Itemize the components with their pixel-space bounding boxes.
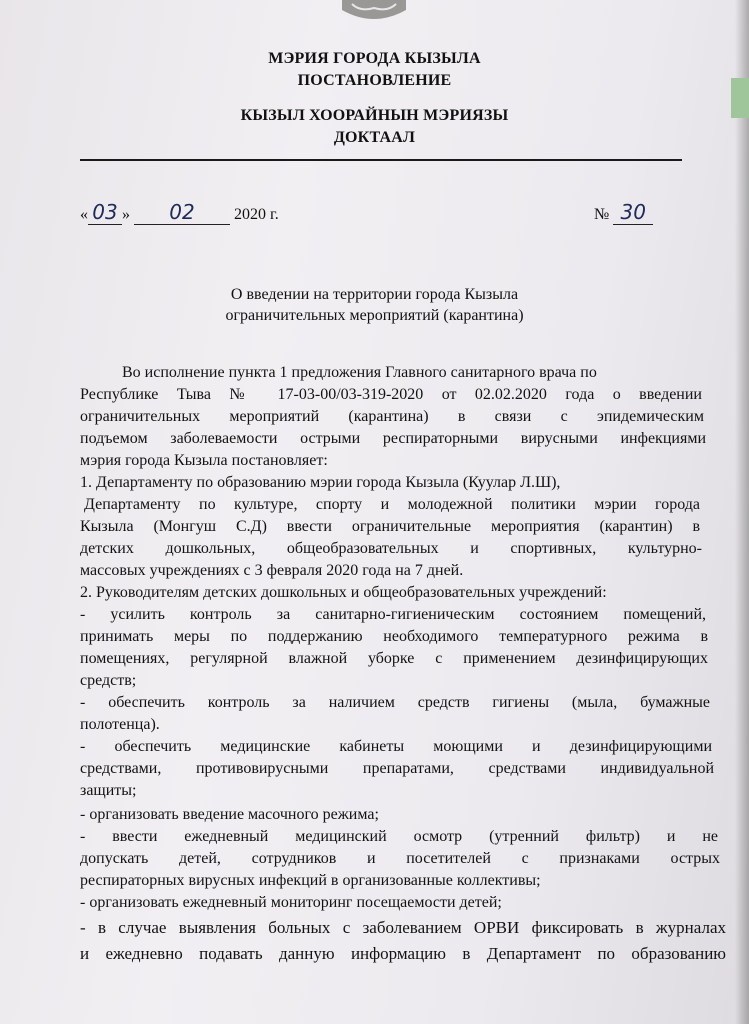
body-line: - обеспечить контроль за наличием средств гигиены (мыла, бумажные (80, 694, 710, 711)
org-name-ru: МЭРИЯ ГОРОДА КЫЗЫЛА (268, 50, 481, 67)
body-line: 2. Руководителям детских дошкольных и общеобразовательных учреждений: (80, 584, 607, 601)
body-line: Департаменту по культуре, спорту и молодежной политики мэрии города (84, 496, 700, 513)
body-line: Республике Тыва № 17-03-00/03-319-2020 от 02.02.2020 года о введении (80, 386, 702, 403)
body-line: мэрия города Кызыла постановляет: (80, 452, 328, 469)
number-label: № (594, 206, 610, 223)
body-line: - ввести ежедневный медицинский осмотр (утренний фильтр) и не (80, 828, 718, 845)
org-name-tyv: КЫЗЫЛ ХООРАЙНЫН МЭРИЯЗЫ (240, 107, 509, 124)
body-line: - усилить контроль за санитарно-гигиеническим состоянием помещений, (80, 606, 706, 623)
body-line: средств; (80, 672, 137, 689)
doc-title-line-2: ограничительных мероприятий (карантина) (225, 307, 524, 324)
body-line: - организовать ежедневный мониторинг посещаемости детей; (80, 894, 502, 911)
page-edge-shadow (735, 0, 749, 1024)
date-day: 03 (88, 200, 122, 225)
date-open-quote: « (80, 206, 88, 223)
date-month: 02 (134, 200, 230, 225)
body-line: массовых учреждениях с 3 февраля 2020 года на 7 дней. (80, 562, 464, 579)
body-line: детских дошкольных, общеобразовательных и спортивных, культурно- (80, 540, 702, 557)
body-line: - организовать введение масочного режима; (80, 806, 379, 823)
date-line (80, 200, 279, 225)
body-line: защиты; (80, 782, 137, 799)
body-line: допускать детей, сотрудников и посетителей с признаками острых (80, 850, 720, 867)
body-line: принимать меры по поддержанию необходимого температурного режима в (80, 628, 708, 645)
body-line: и ежедневно подавать данную информацию в Департамент по образованию (80, 944, 726, 963)
body-line: респираторных вирусных инфекций в организованные коллективы; (80, 872, 541, 889)
body-line: помещениях, регулярной влажной уборке с применением дезинфицирующих (80, 650, 708, 667)
body-line: средствами, противовирусными препаратами, средствами индивидуальной (80, 760, 714, 777)
city-emblem-icon (338, 0, 410, 24)
document-number (594, 200, 653, 225)
header-divider (80, 159, 682, 161)
doc-type-tyv: ДОКТААЛ (333, 129, 416, 146)
number-value: 30 (613, 200, 653, 225)
doc-title-line-1: О введении на территории города Кызыла (230, 286, 519, 303)
body-line: ограничительных мероприятий (карантина) в связи с эпидемическим (80, 408, 704, 425)
body-line: полотенца). (80, 716, 160, 733)
body-line: - обеспечить медицинские кабинеты моющими и дезинфицирующими (80, 738, 712, 755)
date-year: 2020 г. (234, 206, 279, 223)
body-line: 1. Департаменту по образованию мэрии города Кызыла (Куулар Л.Ш), (80, 474, 561, 491)
doc-type-ru: ПОСТАНОВЛЕНИЕ (297, 72, 452, 89)
date-close-quote: » (122, 206, 130, 223)
body-line: Во исполнение пункта 1 предложения Главного санитарного врача по (122, 364, 597, 381)
body-line: - в случае выявления больных с заболеванием ОРВИ фиксировать в журналах (80, 918, 726, 937)
body-line: подъемом заболеваемости острыми респираторными вирусными инфекциями (80, 430, 706, 447)
body-line: Кызыла (Монгуш С.Д) ввести ограничительные мероприятия (карантин) в (80, 518, 700, 535)
